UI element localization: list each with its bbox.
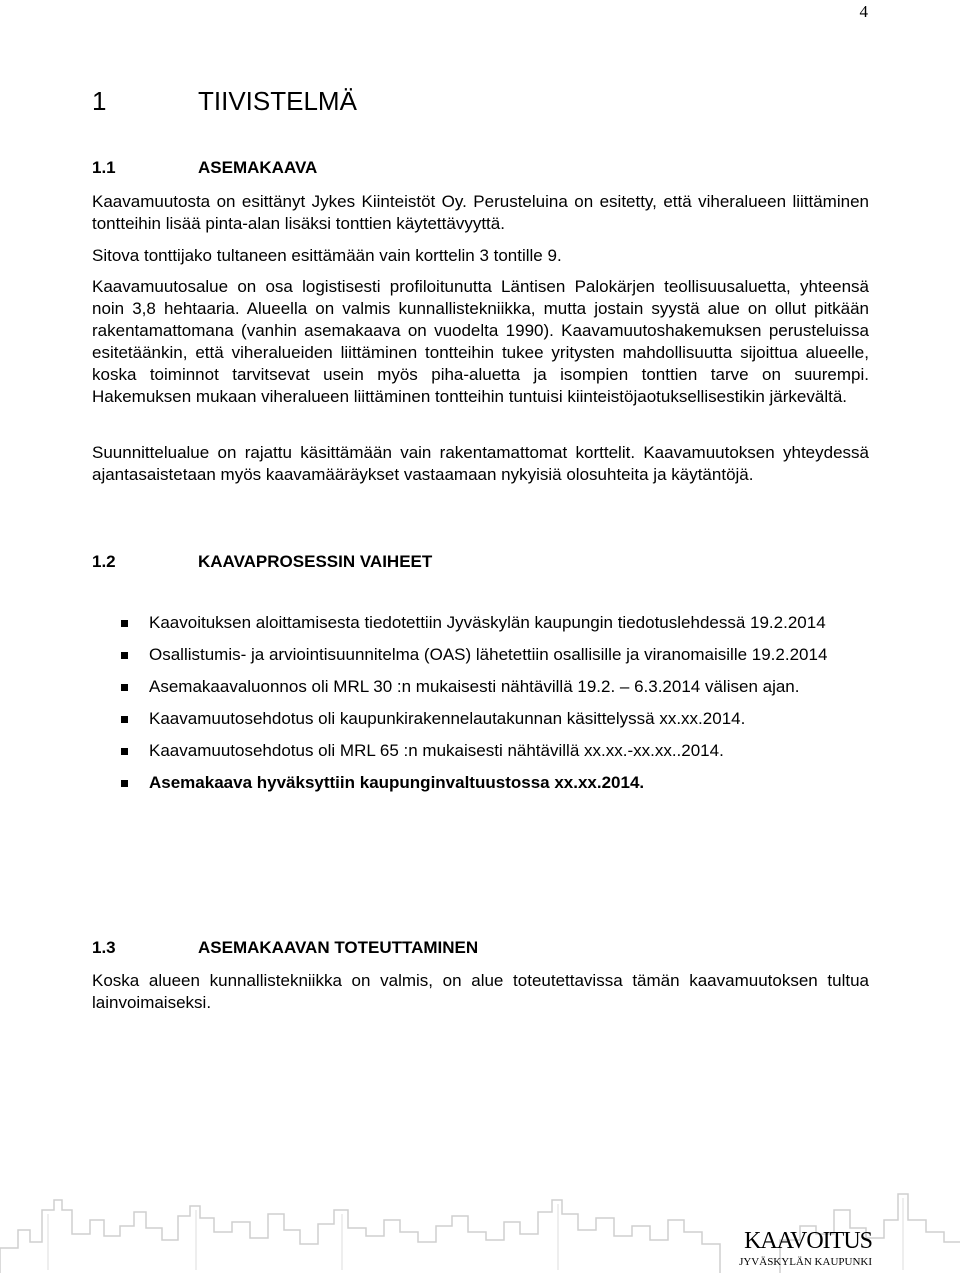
bullet-square-icon — [121, 748, 128, 755]
paragraph: Koska alueen kunnallistekniikka on valmis, on alue toteutettavissa tämän kaavamuutoksen tultua lainvoimaiseksi. — [92, 971, 869, 1012]
section-title: ASEMAKAAVA — [198, 158, 318, 177]
section-number: 1.1 — [92, 158, 116, 177]
paragraph: Suunnittelualue on rajattu käsittämään vain rakentamattomat korttelit. Kaavamuutoksen yhteydessä ajantasaistetaan myös kaavamääräykset vastaamaan nykyisiä olosuhteita ja käytäntöjä. — [92, 443, 869, 484]
list-item-text: Kaavamuutosehdotus oli MRL 65 :n mukaisesti nähtävillä xx.xx.-xx.xx..2014. — [149, 741, 724, 760]
section-title: ASEMAKAAVAN TOTEUTTAMINEN — [198, 938, 479, 957]
bullet-square-icon — [121, 684, 128, 691]
list-item — [92, 740, 869, 762]
list-item-text: Osallistumis- ja arviointisuunnitelma (OAS) lähetettiin osallisille ja viranomaisille 19.2.2014 — [149, 645, 828, 664]
paragraph: Kaavamuutosalue on osa logistisesti profiloitunutta Läntisen Palokärjen teollisuusaluetta, yhteensä noin 3,8 hehtaaria. Alueella on valmis kunnallistekniikka, mutta jostain syystä alue on ollut pitkään rakentamattomana (vanhin asemakaava on vuodelta 1990). Kaavamuutoshakemuksen perusteluissa esitetäänkin, että viheralueiden liittäminen tontteihin tukee yritysten mahdollisuutta sijoittua alueelle, koska toiminnot tarvitsevat usein myös piha-aluetta ja isompien tonttien tarve on suurempi. Hakemuksen mukaan viheralueen liittäminen tontteihin tuntuisi kiinteistöjaotuksellisestikin järkevältä. — [92, 277, 869, 406]
list-item — [92, 612, 869, 634]
paragraph: Sitova tonttijako tultaneen esittämään vain korttelin 3 tontille 9. — [92, 246, 562, 265]
section-number: 1.3 — [92, 938, 116, 957]
logo-subtitle: JYVÄSKYLÄN KAUPUNKI — [739, 1256, 872, 1268]
chapter-heading — [92, 86, 357, 117]
chapter-number: 1 — [92, 86, 107, 116]
list-item-text: Kaavoituksen aloittamisesta tiedotettiin Jyväskylän kaupungin tiedotuslehdessä 19.2.2014 — [149, 613, 826, 632]
bullet-square-icon — [121, 780, 128, 787]
bullet-square-icon — [121, 716, 128, 723]
list-item — [92, 676, 869, 698]
list-item-text: Asemakaavaluonnos oli MRL 30 :n mukaisesti nähtävillä 19.2. – 6.3.2014 välisen ajan. — [149, 677, 800, 696]
process-list — [92, 612, 869, 794]
list-item-text: Kaavamuutosehdotus oli kaupunkirakennelautakunnan käsittelyssä xx.xx.2014. — [149, 709, 746, 728]
section-heading — [92, 158, 317, 178]
section-title: KAAVAPROSESSIN VAIHEET — [198, 552, 433, 571]
bullet-square-icon — [121, 620, 128, 627]
page-number: 4 — [859, 2, 868, 21]
list-item — [92, 708, 869, 730]
bullet-square-icon — [121, 652, 128, 659]
section-heading — [92, 552, 432, 572]
section-number: 1.2 — [92, 552, 116, 571]
chapter-title: TIIVISTELMÄ — [198, 86, 357, 116]
list-item-text: Asemakaava hyväksyttiin kaupunginvaltuustossa xx.xx.2014. — [149, 773, 645, 792]
list-item — [92, 644, 869, 666]
paragraph: Kaavamuutosta on esittänyt Jykes Kiinteistöt Oy. Perusteluina on esitetty, että viheralueen liittäminen tontteihin lisää pinta-alan lisäksi tonttien käytettävyyttä. — [92, 192, 869, 233]
section-heading — [92, 938, 478, 958]
logo-title: KAAVOITUS — [744, 1228, 872, 1254]
list-item — [92, 772, 869, 794]
